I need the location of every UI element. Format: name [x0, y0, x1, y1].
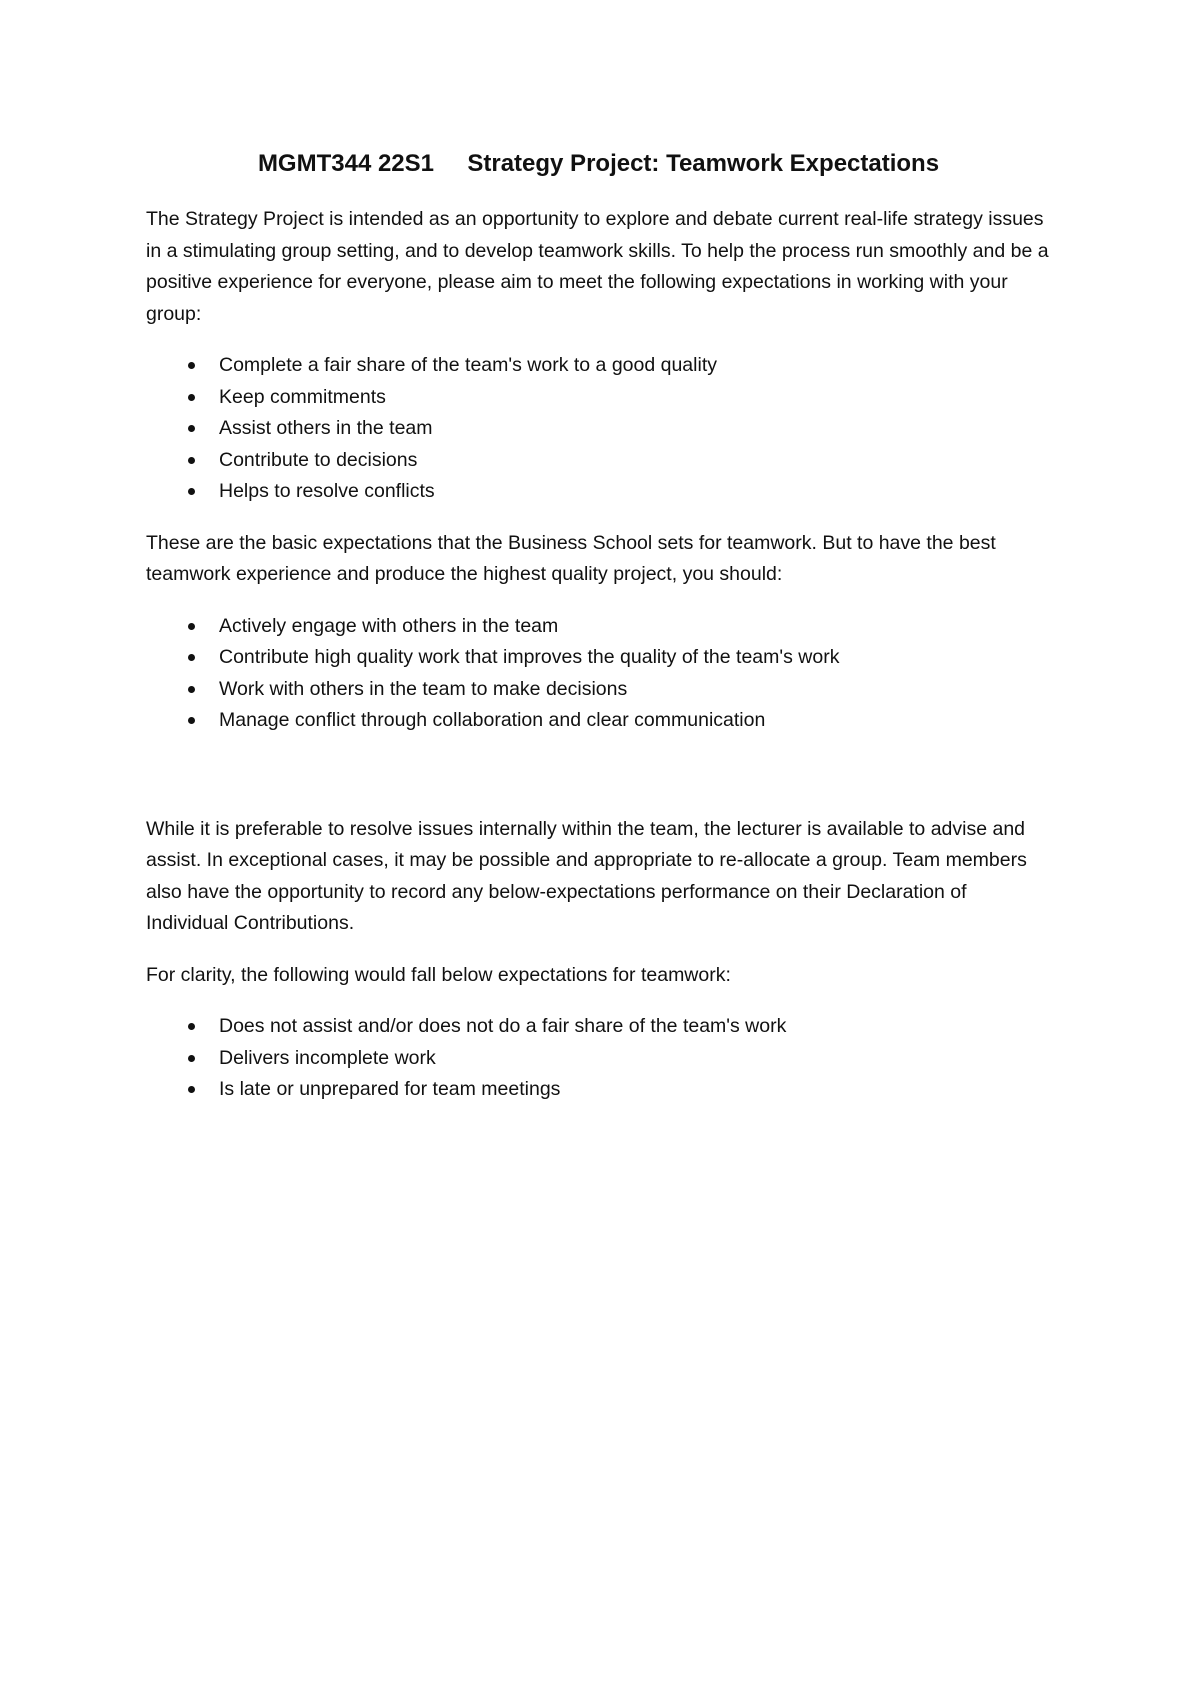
blank-line	[146, 757, 1051, 814]
list-item-text: Manage conflict through collaboration and clear communication	[219, 709, 766, 731]
list-item-text: Actively engage with others in the team	[219, 614, 559, 637]
bullet-icon	[188, 457, 195, 464]
bullet-icon	[188, 362, 195, 369]
list-item	[146, 611, 1051, 643]
document-body	[146, 146, 1051, 1126]
best-expectations-intro: These are the basic expectations that the Business School sets for teamwork. But to have the best teamwork experience and produce the highest quality project, you should:	[146, 531, 996, 585]
bullet-icon	[188, 686, 195, 693]
list-item	[146, 413, 1051, 445]
list-item-text: Delivers incomplete work	[219, 1046, 436, 1069]
list-item	[146, 674, 1051, 706]
list-item-text: Work with others in the team to make decisions	[219, 677, 628, 700]
list-item-text: Does not assist and/or does not do a fair share of the team's work	[219, 1015, 787, 1037]
list-item	[146, 350, 1051, 382]
list-item-text: Contribute high quality work that improves the quality of the team's work	[219, 646, 840, 668]
list-item-text: Is late or unprepared for team meetings	[219, 1078, 561, 1100]
issues-paragraph: While it is preferable to resolve issues internally within the team, the lecturer is available to advise and assist. In exceptional cases, it may be possible and appropriate to re-allocate a group. Team members also have the opportunity to record any below-expectations performance on their Declaration of Individual Contributions.	[146, 817, 1027, 934]
intro-paragraph: The Strategy Project is intended as an opportunity to explore and debate current real-life strategy issues in a stimulating group setting, and to develop teamwork skills. To help the process run smoothly and be a positive experience for everyone, please aim to meet the following expectations in working with your group:	[146, 208, 1049, 325]
bullet-icon	[188, 1023, 195, 1030]
list-item-text: Contribute to decisions	[219, 448, 418, 471]
bullet-icon	[188, 1055, 195, 1062]
list-item	[146, 445, 1051, 477]
below-expectations-intro: For clarity, the following would fall below expectations for teamwork:	[146, 963, 731, 986]
bullet-icon	[188, 425, 195, 432]
list-item	[146, 642, 1051, 674]
bullet-icon	[188, 394, 195, 401]
list-item-text: Complete a fair share of the team's work to a good quality	[219, 354, 717, 376]
list-item-text: Assist others in the team	[219, 417, 433, 439]
bullet-icon	[188, 1086, 195, 1093]
best-expectations-list	[146, 611, 1051, 737]
list-item	[146, 1074, 1051, 1106]
list-item	[146, 476, 1051, 508]
bullet-icon	[188, 488, 195, 495]
bullet-icon	[188, 654, 195, 661]
bullet-icon	[188, 717, 195, 724]
list-item-text: Helps to resolve conflicts	[219, 480, 435, 502]
list-item	[146, 382, 1051, 414]
list-item	[146, 1011, 1051, 1043]
bullet-icon	[188, 623, 195, 630]
basic-expectations-list	[146, 350, 1051, 508]
below-expectations-list	[146, 1011, 1051, 1106]
document-title: MGMT344 22S1 Strategy Project: Teamwork Expectations	[257, 150, 940, 177]
list-item	[146, 1043, 1051, 1075]
list-item-text: Keep commitments	[219, 385, 386, 408]
list-item	[146, 705, 1051, 737]
